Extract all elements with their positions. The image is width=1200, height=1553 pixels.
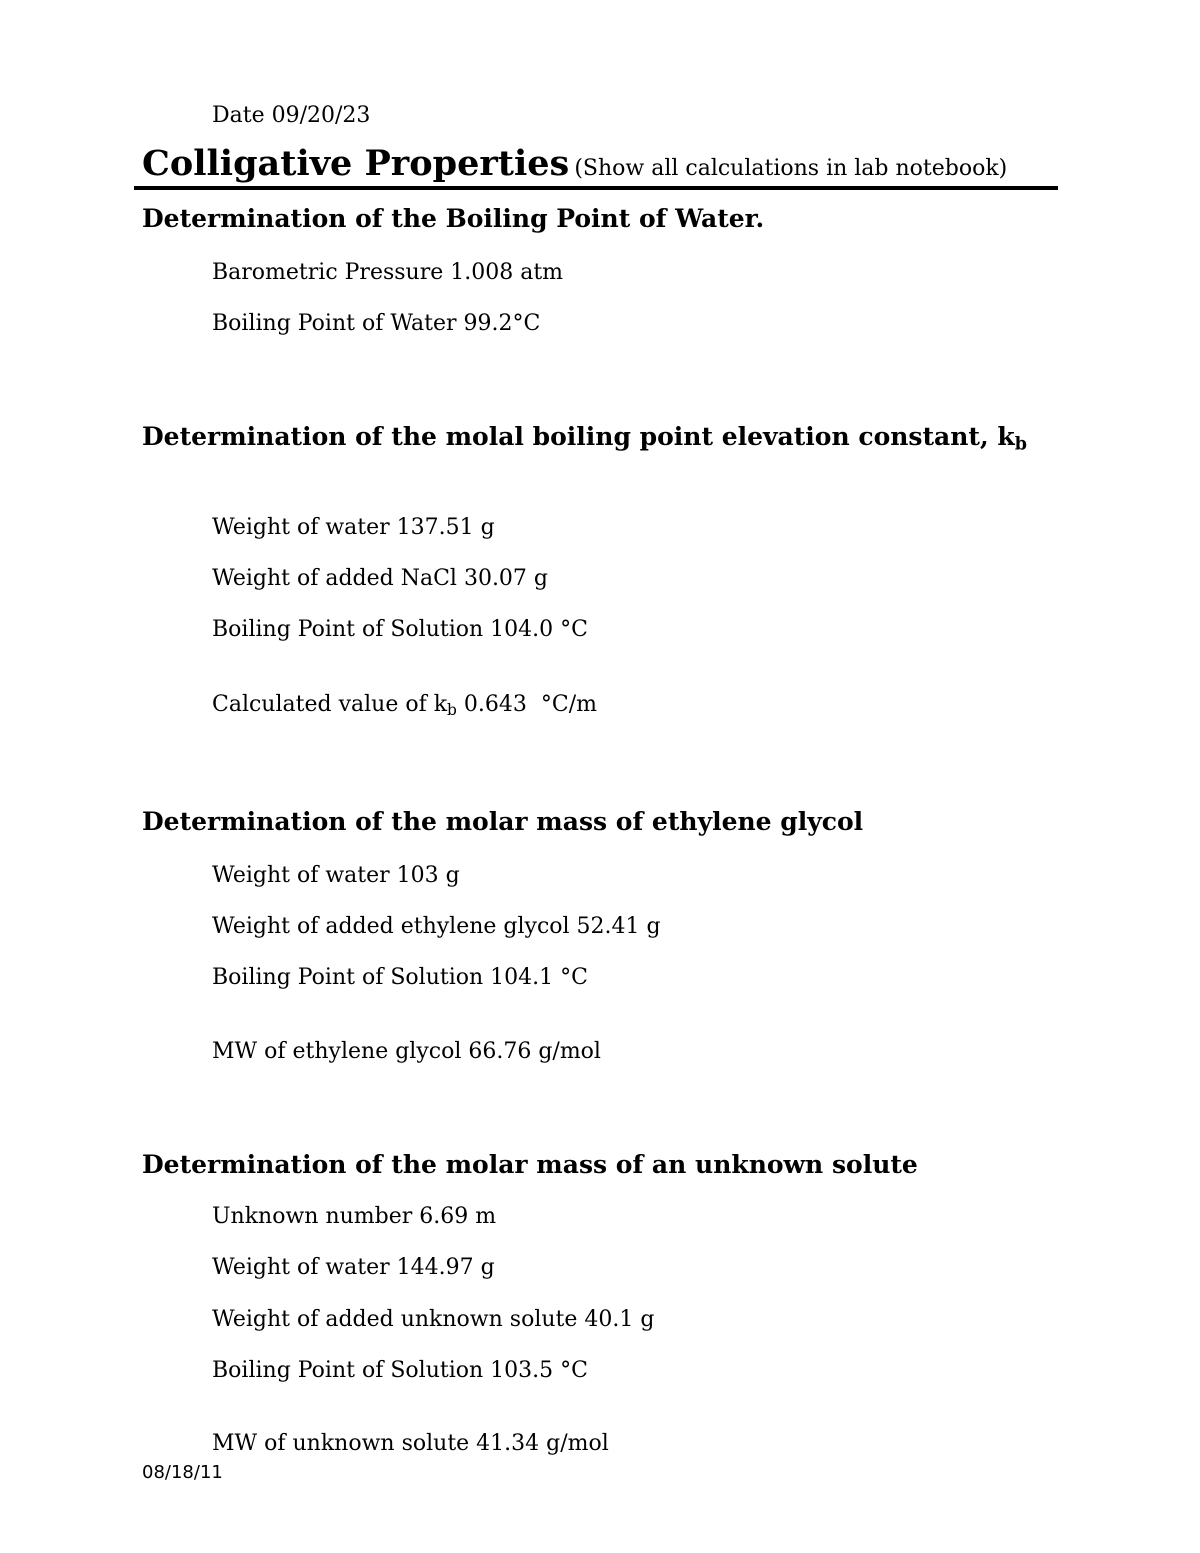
unknown-boiling-point-line: Boiling Point of Solution 103.5 °C [212, 1358, 588, 1383]
section-unknown-solute-heading: Determination of the molar mass of an unknown solute [142, 1150, 918, 1179]
section-kb-heading-text: Determination of the molal boiling point elevation constant, k [142, 422, 1015, 451]
kb-calc-sub: b [447, 700, 457, 719]
unknown-weight-water-line: Weight of water 144.97 g [212, 1255, 495, 1280]
kb-calculated-line [212, 692, 597, 719]
page-title [142, 143, 1007, 184]
unknown-number-line: Unknown number 6.69 m [212, 1204, 497, 1229]
boiling-point-water-line: Boiling Point of Water 99.2°C [212, 311, 541, 336]
date-line: Date 09/20/23 [212, 103, 371, 128]
kb-calc-value: 0.643 °C/m [456, 692, 597, 717]
kb-calc-prefix: Calculated value of k [212, 692, 448, 717]
section-kb-heading [142, 420, 1056, 461]
footer-date: 08/18/11 [142, 1462, 223, 1483]
kb-weight-water-line: Weight of water 137.51 g [212, 515, 495, 540]
title-text: Colligative Properties [142, 143, 570, 184]
unknown-mw-line: MW of unknown solute 41.34 g/mol [212, 1431, 609, 1456]
unknown-weight-solute-line: Weight of added unknown solute 40.1 g [212, 1307, 655, 1332]
title-rule [134, 186, 1058, 190]
section-kb-heading-sub: b [1014, 434, 1027, 455]
section-ethylene-glycol-heading: Determination of the molar mass of ethylene glycol [142, 807, 864, 836]
section-boiling-point-heading: Determination of the Boiling Point of Water. [142, 204, 765, 233]
eg-weight-glycol-line: Weight of added ethylene glycol 52.41 g [212, 914, 661, 939]
barometric-pressure-line: Barometric Pressure 1.008 atm [212, 260, 564, 285]
eg-weight-water-line: Weight of water 103 g [212, 863, 460, 888]
title-note: (Show all calculations in lab notebook) [574, 156, 1008, 181]
eg-boiling-point-line: Boiling Point of Solution 104.1 °C [212, 965, 588, 990]
eg-mw-line: MW of ethylene glycol 66.76 g/mol [212, 1039, 601, 1064]
kb-weight-nacl-line: Weight of added NaCl 30.07 g [212, 566, 549, 591]
kb-boiling-point-line: Boiling Point of Solution 104.0 °C [212, 617, 588, 642]
